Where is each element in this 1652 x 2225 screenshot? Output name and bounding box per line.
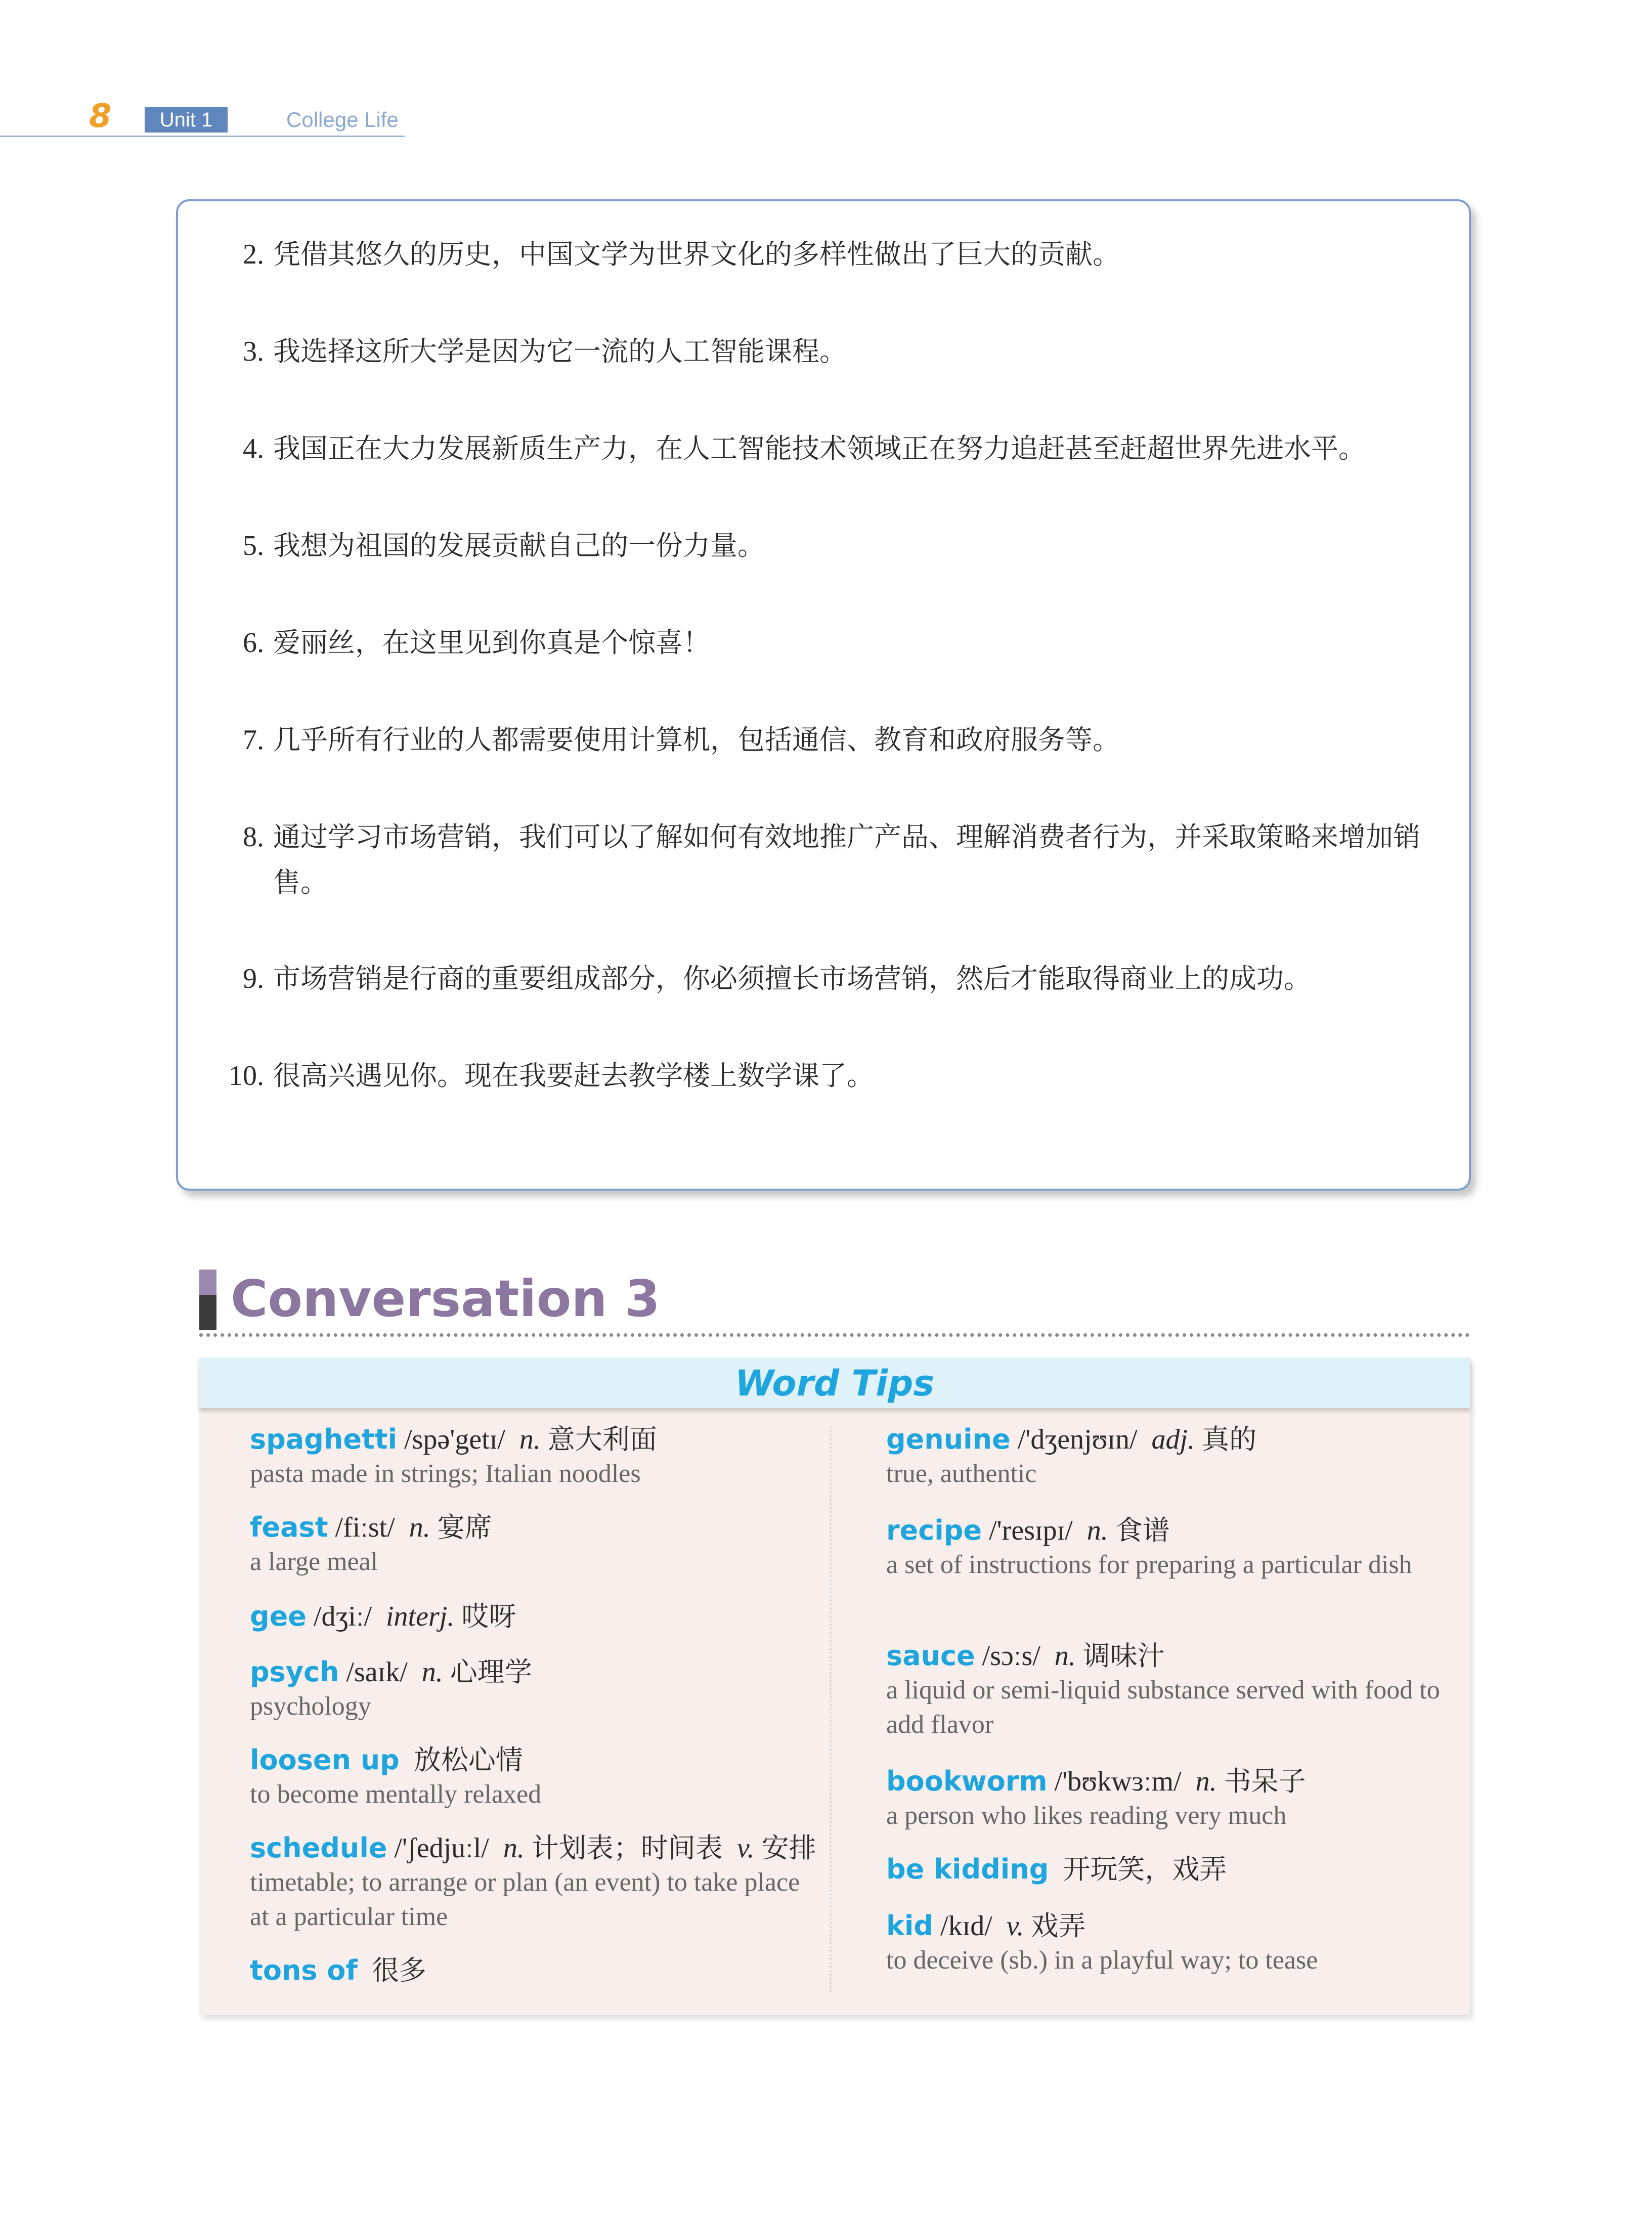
entry-phonetic: /spə'getɪ/ [404,1424,505,1455]
heading-accent-bar [199,1270,216,1295]
entry-word: feast [250,1511,328,1543]
item-number: 8. [243,821,264,853]
entry-chinese: 宴席 [437,1511,492,1543]
unit-badge: Unit 1 [145,107,228,133]
dotted-divider [199,1333,1470,1337]
entry-definition: psychology [250,1692,371,1721]
word-entry [250,1655,811,1724]
entry-word: gee [250,1600,307,1632]
entry-phonetic: /dʒiː/ [313,1601,372,1632]
entry-pos: n. [409,1512,430,1543]
chapter-title: College Life [286,108,399,132]
entry-definition: to deceive (sb.) in a playful way; to tease [886,1946,1318,1975]
entry-chinese: 真的 [1202,1423,1257,1455]
entry-word: sauce [886,1640,975,1672]
entry-phonetic: /fiːst/ [335,1512,395,1543]
entry-definition: to become mentally relaxed [250,1780,542,1809]
entry-pos: n. [1086,1515,1108,1546]
entry-chinese: 放松心情 [413,1744,523,1776]
item-number: 9. [243,963,264,994]
list-item [229,1053,1421,1099]
word-entry [250,1953,811,1988]
item-number: 3. [243,336,264,367]
entry-word: tons of [250,1954,358,1986]
entry-phonetic: /kɪd/ [940,1910,992,1942]
entry-definition: a set of instructions for preparing a particular dish [886,1550,1412,1579]
item-number: 4. [243,433,264,464]
word-tips-title: Word Tips [735,1363,934,1404]
entry-phonetic: /'dʒenjʊɪn/ [1017,1424,1138,1455]
entry-phonetic: /saɪk/ [346,1656,408,1688]
item-text: 爱丽丝，在这里见到你真是个惊喜！ [273,627,710,659]
entry-pos: n. [1054,1640,1076,1672]
column-divider [830,1426,832,1993]
entry-definition: pasta made in strings; Italian noodles [250,1459,641,1488]
word-entry [886,1852,1453,1887]
entry-chinese: 哎呀 [461,1600,516,1632]
entry-pos: v. [1006,1910,1024,1942]
entry-phonetic: /'resɪpɪ/ [989,1515,1073,1546]
entry-pos: n. [503,1833,525,1864]
entry-pos: n. [1195,1766,1217,1797]
heading-accent-bar [199,1295,216,1330]
item-text: 几乎所有行业的人都需要使用计算机，包括通信、教育和政府服务等。 [273,724,1120,756]
entry-definition: a person who likes reading very much [886,1801,1287,1830]
list-item [243,426,1421,471]
entry-chinese: 心理学 [450,1656,532,1688]
item-number: 10. [229,1060,264,1092]
entry-word: spaghetti [250,1423,398,1455]
list-item [243,523,1421,569]
section-title: Conversation 3 [231,1269,660,1328]
entry-word: kid [886,1910,934,1942]
word-entry [886,1764,1453,1833]
entry-definition: a liquid or semi-liquid substance served with food to add flavor [886,1676,1440,1739]
word-entry [250,1599,811,1634]
word-entry [886,1513,1453,1582]
entry-phonetic: /sɔːs/ [982,1640,1040,1672]
entry-word: loosen up [250,1744,400,1776]
word-entry [886,1422,1453,1491]
word-entry [250,1831,816,1934]
entry-word: bookworm [886,1765,1048,1797]
item-text: 凭借其悠久的历史，中国文学为世界文化的多样性做出了巨大的贡献。 [273,238,1120,270]
entry-phonetic: /'bʊkwɜːm/ [1054,1766,1182,1797]
entry-chinese: 安排 [761,1832,816,1864]
word-entry [250,1510,811,1579]
list-item [243,620,1421,666]
entry-chinese: 戏弄 [1031,1910,1086,1942]
entry-pos: v. [736,1833,755,1864]
entry-pos: interj. [386,1601,455,1632]
list-item [243,956,1421,1001]
entry-word: be kidding [886,1853,1049,1885]
entry-word: psych [250,1656,339,1688]
word-entry [250,1743,811,1812]
item-text: 通过学习市场营销，我们可以了解如何有效地推广产品、理解消费者行为，并采取策略来增加销售。 [273,821,1420,898]
list-item [243,814,1421,905]
list-item [243,329,1421,374]
item-text: 市场营销是行商的重要组成部分，你必须擅长市场营销，然后才能取得商业上的成功。 [273,963,1311,994]
entry-pos: n. [519,1424,541,1455]
item-number: 5. [243,530,264,561]
item-number: 7. [243,724,264,756]
entry-word: recipe [886,1514,982,1546]
list-item [243,232,1421,277]
item-text: 很高兴遇见你。现在我要赶去教学楼上数学课了。 [273,1060,874,1092]
entry-word: schedule [250,1832,387,1864]
entry-chinese: 计划表；时间表 [531,1832,723,1864]
entry-chinese: 意大利面 [547,1423,657,1455]
header-rule [0,136,405,137]
entry-definition: a large meal [250,1547,378,1576]
item-number: 6. [243,627,264,659]
entry-pos: adj. [1151,1424,1195,1455]
word-entry [886,1909,1453,1978]
word-entry [886,1639,1453,1742]
item-text: 我想为祖国的发展贡献自己的一份力量。 [273,530,765,561]
entry-chinese: 调味汁 [1082,1640,1165,1672]
entry-chinese: 开玩笑，戏弄 [1063,1853,1227,1885]
page-number: 8 [89,98,112,135]
item-text: 我国正在大力发展新质生产力，在人工智能技术领域正在努力追赶甚至赶超世界先进水平。 [273,432,1366,464]
item-number: 2. [243,239,264,270]
entry-chinese: 书呆子 [1224,1765,1306,1797]
entry-word: genuine [886,1423,1011,1455]
item-text: 我选择这所大学是因为它一流的人工智能课程。 [273,335,847,367]
entry-chinese: 很多 [371,1954,426,1986]
entry-chinese: 食谱 [1115,1514,1170,1546]
entry-phonetic: /'ʃedjuːl/ [394,1833,489,1864]
entry-definition: timetable; to arrange or plan (an event) to take place at a particular time [250,1868,800,1931]
entry-pos: n. [421,1656,443,1688]
entry-definition: true, authentic [886,1459,1037,1488]
list-item [243,717,1421,763]
word-entry [250,1422,811,1491]
